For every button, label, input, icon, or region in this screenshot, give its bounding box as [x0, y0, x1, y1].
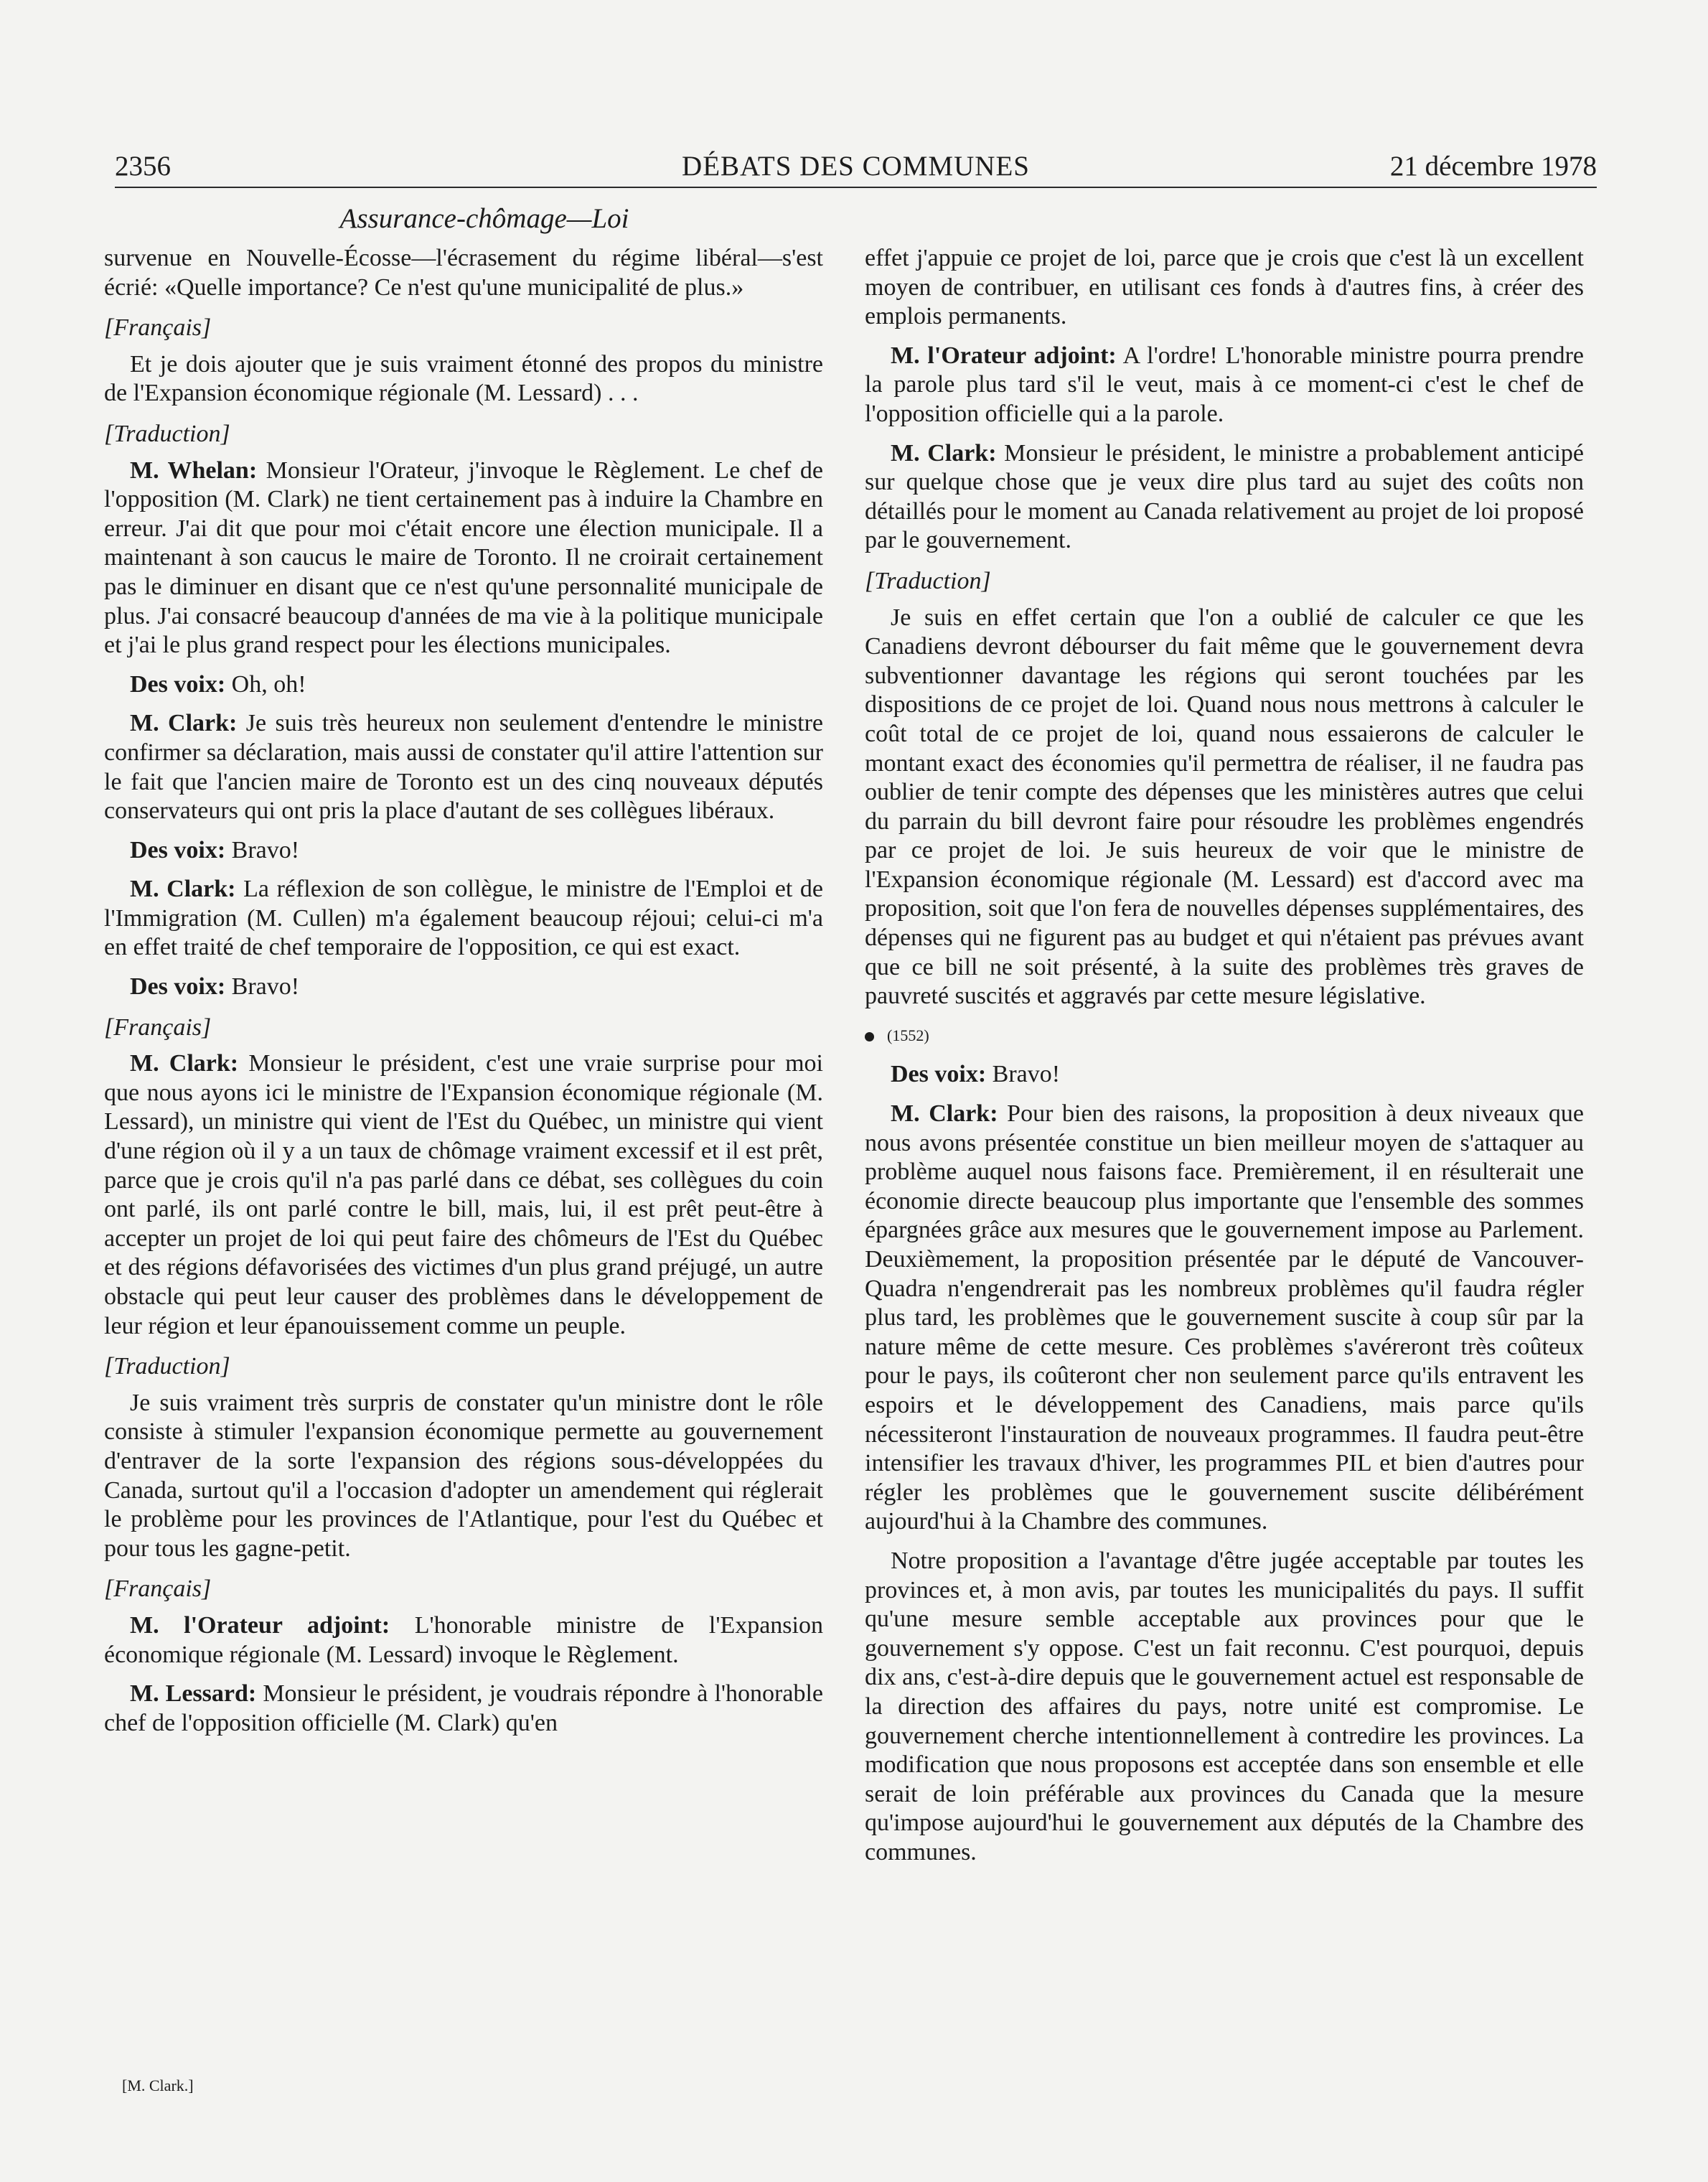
speaker-name: M. l'Orateur adjoint: — [891, 342, 1117, 369]
language-tag: [Français] — [104, 314, 212, 342]
speech-text: Je suis très heureux non seulement d'entendre le ministre confirmer sa déclaration, mais aussi de constater qu'il attire l'attention sur le fait que l'ancien maire de Toronto est un des cinq nouveaux députés conservateurs qui ont pris la place d'autant de ses collègues libéraux. — [104, 710, 823, 825]
speech-text: L'honorable ministre de l'Expansion économique régionale (M. Lessard) invoque le Règlement. — [104, 1611, 823, 1668]
speech-text: Monsieur l'Orateur, j'invoque le Règlement. Le chef de l'opposition (M. Clark) ne tient certainement pas à induire la Chambre en erreur. J'ai dit que pour moi c'était encore une élection municipale. Il a maintenant à son caucus le maire de Toronto. Il ne croirait certainement pas le diminuer en disant que ce n'est qu'une personnalité municipale de plus. J'ai consacré beaucoup d'années de ma vie à la politique municipale et j'ai le plus grand respect pour les élections municipales. — [104, 456, 824, 659]
speech — [865, 1100, 1584, 1537]
speaker-name: M. l'Orateur adjoint: — [130, 1611, 390, 1639]
speaker-name: Des voix: — [130, 836, 226, 863]
speech — [865, 439, 1584, 556]
publication-date: 21 décembre 1978 — [1389, 151, 1597, 182]
speaker-name: M. Lessard: — [130, 1680, 257, 1708]
paragraph: survenue en Nouvelle-Écosse—l'écrasement du régime libéral—s'est écrié: «Quelle importance? Ce n'est qu'une municipalité de plus.» — [104, 245, 823, 301]
speech — [104, 456, 823, 660]
speaker-name: M. Clark: — [891, 1100, 998, 1128]
speech — [865, 1060, 1584, 1090]
publication-title: DÉBATS DES COMMUNES — [682, 151, 1030, 182]
language-tag: [Traduction] — [104, 1353, 230, 1380]
speech — [104, 670, 823, 700]
speaker-name: Des voix: — [891, 1061, 987, 1088]
speaker-name: M. Whelan: — [130, 456, 258, 484]
bullet-icon — [865, 1032, 874, 1041]
speaker-name: M. Clark: — [891, 439, 997, 467]
speech-text: Monsieur le président, le ministre a probablement anticipé sur quelque chose que je veux dire plus tard au sujet des coûts non détaillés pour le moment au Canada relativement au projet de loi proposé par le gouvernement. — [865, 439, 1584, 554]
paragraph: Et je dois ajouter que je suis vraiment étonné des propos du ministre de l'Expansion économique régionale (M. Lessard) . . . — [104, 350, 823, 407]
language-tag: [Traduction] — [865, 567, 991, 594]
subject-heading: Assurance-chômage—Loi — [339, 203, 629, 234]
speech-text: Bravo! — [225, 836, 300, 863]
speech-text: A l'ordre! L'honorable ministre pourra prendre la parole plus tard s'il le veut, mais à ce moment-ci c'est le chef de l'opposition officielle qui a la parole. — [865, 342, 1584, 427]
language-tag: [Français] — [104, 1013, 212, 1041]
paragraph: Notre proposition a l'avantage d'être jugée acceptable par toutes les provinces et, à mon avis, par toutes les municipalités du pays. Il suffit qu'une mesure semble acceptable aux provinces pour que le gouvernement s'y oppose. C'est un fait reconnu. C'est pourquoi, depuis dix ans, c'est-à-dire depuis que le gouvernement actuel est responsable de la direction des affaires du pays, notre unité est compromise. Le gouvernement cherche intentionnellement à contredire les provinces. La modification que nous proposons est acceptée dans son ensemble et elle serait de loin préférable aux provinces du Canada que la mesure qu'impose aujourd'hui le gouvernement aux députés de la Chambre des communes. — [865, 1547, 1584, 1865]
speech-text: La réflexion de son collègue, le ministre de l'Emploi et de l'Immigration (M. Cullen) m'a également beaucoup réjoui; celui-ci m'a en effet traité de chef temporaire de l'opposition, ce qui est exact. — [104, 876, 823, 961]
speaker-footnote: [M. Clark.] — [122, 2076, 194, 2094]
speech — [104, 709, 823, 825]
speech-text: Oh, oh! — [225, 670, 306, 698]
speech-text: Monsieur le président, je voudrais répondre à l'honorable chef de l'opposition officielle (M. Clark) qu'en — [104, 1680, 823, 1736]
paragraph: effet j'appuie ce projet de loi, parce que je crois que c'est là un excellent moyen de contribuer, en utilisant ces fonds à d'autres fins, à créer des emplois permanents. — [865, 245, 1584, 330]
speech-text: Pour bien des raisons, la proposition à deux niveaux que nous avons présentée constitue un bien meilleur moyen de s'attaquer au problème auquel nous faisons face. Premièrement, il en résulterait une économie directe beaucoup plus importante que l'ensemble des sommes épargnées grâce aux mesures que le gouvernement impose au Parlement. Deuxièmement, la proposition présentée par le député de Vancouver-Quadra n'engendrerait pas les nombreux problèmes qu'il faudra régler plus tard, les problèmes que le gouvernement suscite à coup sûr par la nature même de cette mesure. Ces problèmes s'avéreront très coûteux pour le pays, ils coûteront cher non seulement parce qu'ils entravent les espoirs et le développement des Canadiens, mais parce qu'ils nécessiteront l'instauration de nouveaux programmes. Il faudra peut-être intensifier les travaux d'hiver, les programmes PIL et bien d'autres pour régler les problèmes que le gouvernement suscite délibérément aujourd'hui à la Chambre des communes. — [865, 1100, 1584, 1535]
speech — [104, 1611, 823, 1670]
paragraph: Je suis en effet certain que l'on a oublié de calculer ce que les Canadiens devront débourser du fait même que le gouvernement devra subventionner davantage les régions qui seront touchées par les dispositions de ce projet de loi. Quand nous nous mettrons à calculer le coût total de ce projet de loi, quand nous essaierons de calculer le montant exact des économies qu'il permettra de réaliser, il ne faudra pas oublier de tenir compte des dépenses que les ministères autres que celui du parrain du bill devront faire pour résoudre les problèmes engendrés par ce projet de loi. Je suis heureux de voir que le ministre de l'Expansion économique régionale (M. Lessard) est d'accord avec ma proposition, soit que l'on fera de nouvelles dépenses supplémentaires, des dépenses qui ne figurent pas au budget et qui n'étaient pas prévues avant que ce bill ne soit présenté, à la suite des problèmes très graves de pauvreté suscités et aggravés par cette mesure législative. — [865, 604, 1584, 1010]
speech — [104, 836, 823, 866]
running-header — [115, 151, 1597, 188]
speaker-name: Des voix: — [130, 670, 226, 698]
language-tag: [Traduction] — [104, 420, 230, 447]
speech — [104, 1680, 823, 1738]
speaker-name: M. Clark: — [130, 1050, 239, 1077]
time-marker — [865, 1021, 1584, 1051]
speech-text: Bravo! — [225, 973, 300, 1001]
language-tag: [Français] — [104, 1575, 212, 1603]
speaker-name: Des voix: — [130, 973, 226, 1001]
page-number: 2356 — [115, 151, 171, 182]
right-column — [865, 244, 1584, 1877]
speech — [104, 1049, 823, 1341]
time-stamp: (1552) — [887, 1026, 929, 1044]
speaker-name: M. Clark: — [130, 876, 236, 903]
speech — [104, 875, 823, 963]
speech — [865, 342, 1584, 429]
speech-text: Bravo! — [986, 1061, 1061, 1088]
speech — [104, 973, 823, 1002]
speaker-name: M. Clark: — [130, 710, 238, 737]
paragraph: Je suis vraiment très surpris de constater qu'un ministre dont le rôle consiste à stimuler l'expansion économique permette au gouvernement d'entraver de la sorte l'expansion des régions sous-développées du Canada, surtout qu'il a l'occasion d'adopter un amendement qui réglerait le problème pour les provinces de l'Atlantique, pour l'est du Québec et pour tous les gagne-petit. — [104, 1389, 823, 1562]
speech-text: Monsieur le président, c'est une vraie surprise pour moi que nous ayons ici le ministre de l'Expansion économique régionale (M. Lessard), un ministre qui vient de l'Est du Québec, un ministre qui vient d'une région où il y a un taux de chômage vraiment excessif et il est prêt, parce que je crois qu'il n'a pas parlé dans ce débat, ses collègues du coin ont parlé, ils ont parlé contre le bill, mais, lui, il est prêt peut-être à accepter un projet de loi qui peut faire des chômeurs de l'Est du Québec et des régions défavorisées des victimes d'un plus grand préjugé, un autre obstacle qui peut leur causer des problèmes dans le développement de leur région et leur épanouissement comme un peuple. — [104, 1050, 823, 1339]
left-column — [104, 244, 823, 1748]
